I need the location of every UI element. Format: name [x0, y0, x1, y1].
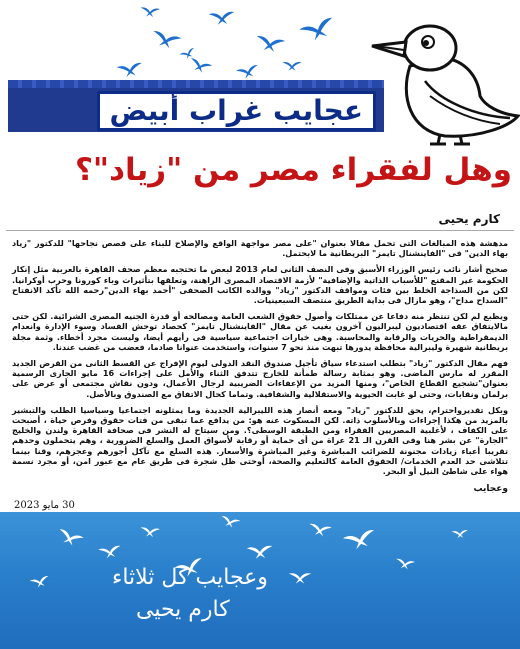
bird-silhouette: [209, 12, 236, 26]
bird-silhouette: [140, 7, 160, 17]
bird-silhouette: [343, 529, 378, 552]
paragraph: وبكل تقديرواحترام، يحق للدكتور "زياد" ومعه أنصار هذه الليبرالية الجديدة وما يمثلونه اجتماعيا وسياسيا الطلب والتبشير بالمزيد من هكذا إجراءات وبالأسلوب ذاته. لكن المسكوت عنه هو: من يدافع عما تبقى من فتات حقوق وفرص حياة ، أصبحت على الكفاف ، لأغلبية المصريين الفقراء ومن الطبقة الوسطى؟. ومن سيتاح له النشر فى صحافة القاهرة ولندن والخليج "الجارة" عن بشر هنا وفى القرن الـ 21 عراة من أى حماية أو رقابة لأسواق العمل والسلع الضرورية ، وهم يتحملون وحدهم تقريبا أعباء زيادات مجنونة للضرائب المباشرة وغير المباشرة والأسعار. هذه السلع مع تآكل أجورهم وعجزهم، وقنا بينما تتلاشى حد العدم الخدمات/ الحقوق العامة كالتعليم والصحة، أوحتى ظل شجرة فى طريق عام مع عبور امن، أو مجرد نسمة هواء على شاطئ النيل أو البحر.: [12, 404, 508, 477]
paragraph: فهم مقال الدكتور "زياد" بتطلب استدعاء سياق تأجيل صندوق النقد الدولى ليوم الإفراج عن القسط الثانى من القرض الجديد المقرر له مارس الماضى. وهو بمثابة رسالة طمأنة للخارج تتدفق الثناء والأمل على إجراءات 16 مايو الجارى الرسمية بعنوان"تشجيع القطاع الخاص"، ومنها المزيد من الإعفاءات الضريبية لرجال الأعمال، ودون نقاش مجتمعى أو عرض على برلمان ونقابات، وحتى لو غابت الحيوية والاستقلالية والشفافية. وتماما كحال الاتفاق مع الصندوق وبالأصل.: [12, 358, 508, 399]
bird-silhouette: [116, 62, 143, 78]
bird-silhouette: [282, 62, 301, 71]
signoff: وعجايب: [473, 484, 508, 494]
column-title: عجايب غراب أبيض: [97, 91, 377, 131]
bird-silhouette: [255, 36, 286, 54]
paragraph: ويظبع لم لكن تنتظر منه دفاعا عن ممتلكات وأصول حقوق الشعب العامة ومصالحه أو قدرة الجنيه المصرى الشرائية. لكن حتى مالايتفاق عقه اقتصاديون ليبراليون آخرون بغيب عن مقال "الفاينشنال تايمز" كحصاد توحش الفساد وسوء الإدارة وانعدام الديمقراطية والحريات والرقابة والمحاسبة. وهى خيارات اجتماعية سياسية فى رأيهم أيضا، وليست مجرد أخطاء. وثمة مجلة بريطانية شهيرة وليبرالية محافظة يدورها تبهت منذ نحو 7 سنوات، واستخدمت عنوانا صادما، فعضب من غضب عندنا.: [12, 311, 508, 352]
article-body: [12, 238, 508, 482]
byline-bar: [6, 212, 514, 231]
bird-silhouette: [289, 573, 311, 583]
bird-silhouette: [395, 558, 415, 570]
paragraph: صحيح أشار نائب رئيس الوزراء الأسبق وفى النصف الثانى لعام 2013 لبعض ما تحتجبه معظم صحف القاهرة بالعربية مثل إنكار الحكومة غير المقنع "للأسباب الذاتية والإضافية" لأزمة الاقتصاد المصرى الراهنة، وتعلقها بتأثيرات وباء كورونا وحرب أوكرانيا. لكن من السذاجة الخلط بين فئات ومواقف الدكتور "زياد" ووالده الكاتب الصحفى "أحمد بهاء الدين"رحمه الله تأكد الانفتاح "السداح مداح"، وهو مازال فى بداية الطريق منتصف السبعينيات.: [12, 264, 508, 306]
bird-silhouette: [236, 65, 260, 81]
bird-silhouette: [219, 516, 240, 530]
bird-silhouette: [247, 546, 274, 560]
bird-silhouette: [188, 58, 213, 75]
footer-author: كارم يحيى: [136, 597, 230, 622]
footer-tagline: وعجايب كل ثلاثاء: [112, 565, 268, 590]
paragraph: مدهشة هذه المبالغات التى تحمل مقالا بعنوان "على مصر مواجهة الواقع والإصلاح للبناء على قصص نجاحها" للدكتور "زياد بهاء الدين" فى "الفاينشنال تايمز" البريطانية ما لابحتمل.: [12, 238, 508, 259]
bird-silhouette: [56, 529, 84, 549]
bird-silhouette: [140, 527, 160, 537]
bird-silhouette: [299, 17, 338, 44]
white-crow-icon: [370, 6, 520, 146]
bird-silhouette: [452, 530, 469, 539]
publish-date: 30 مايو 2023: [14, 500, 75, 511]
bird-silhouette: [98, 545, 122, 559]
author-name: كارم يحيى: [438, 212, 500, 226]
article-headline: وهل لفقراء مصر من "زياد"؟: [74, 152, 512, 188]
banner-stripe: [8, 80, 384, 88]
title-banner: [8, 88, 384, 132]
masthead: [0, 0, 520, 150]
bird-silhouette: [150, 30, 181, 50]
bird-silhouette: [308, 523, 332, 537]
bird-silhouette: [30, 576, 51, 590]
